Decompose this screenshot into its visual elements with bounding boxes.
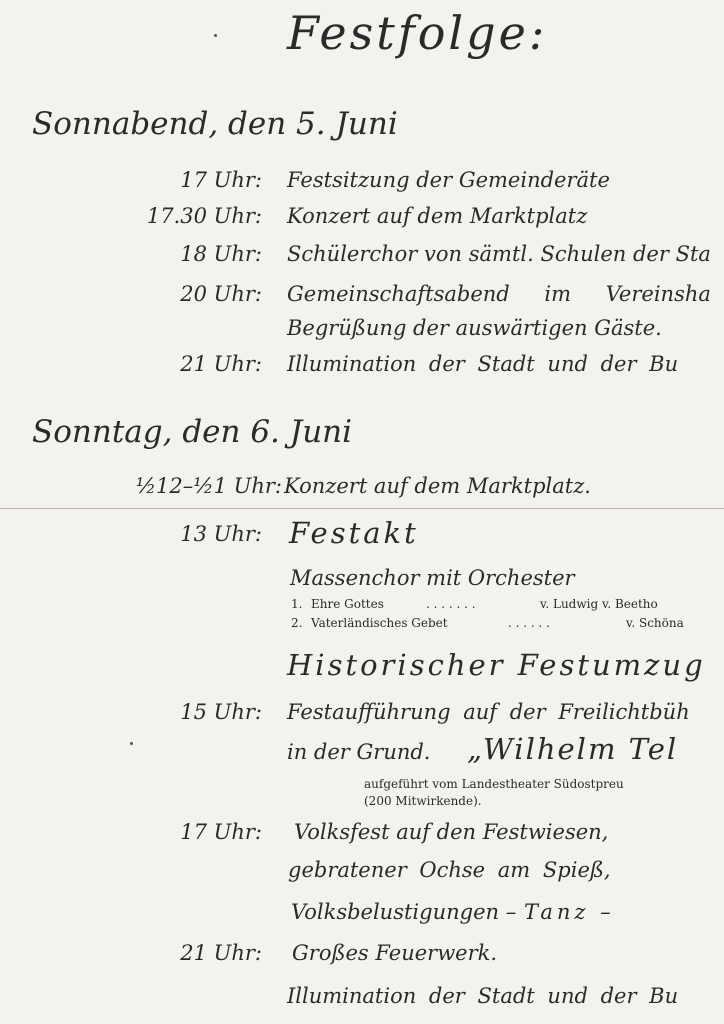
- event-time: 17.30 Uhr:: [146, 204, 262, 228]
- event-text: Schülerchor von sämtl. Schulen der Sta: [287, 242, 711, 266]
- event-heading-festakt: Festakt: [289, 516, 419, 550]
- event-text-continued: Begrüßung der auswärtigen Gäste.: [287, 316, 662, 340]
- event-text: Festsitzung der Gemeinderäte: [287, 168, 610, 192]
- page-title: Festfolge:: [287, 6, 548, 60]
- event-text-continued: gebratener Ochse am Spieß,: [288, 858, 611, 882]
- program-item-composer: v. Ludwig v. Beetho: [540, 597, 658, 611]
- event-time: 21 Uhr:: [180, 941, 262, 965]
- day-heading-saturday: Sonnabend, den 5. Juni: [32, 106, 398, 142]
- event-text-continued: Volksbelustigungen –: [291, 900, 517, 924]
- event-time: 17 Uhr:: [180, 168, 262, 192]
- program-item-title: Vaterländisches Gebet: [311, 616, 448, 630]
- program-item-dots: . . . . . . .: [426, 597, 476, 611]
- event-text: Festaufführung auf der Freilichtbüh: [287, 700, 690, 724]
- event-heading-festumzug: Historischer Festumzug: [287, 648, 706, 682]
- event-text: Volksfest auf den Festwiesen,: [294, 820, 609, 844]
- program-item-title: Ehre Gottes: [311, 597, 384, 611]
- event-text: Großes Feuerwerk.: [292, 941, 498, 965]
- event-text-continued: Illumination der Stadt und der Bu: [287, 984, 679, 1008]
- event-time: 13 Uhr:: [180, 522, 262, 546]
- program-item-number: 2.: [291, 616, 303, 630]
- event-text-continued: in der Grund.: [287, 740, 431, 764]
- event-note: (200 Mitwirkende).: [364, 794, 482, 808]
- event-text: Konzert auf dem Marktplatz.: [284, 474, 591, 498]
- event-time: 20 Uhr:: [180, 282, 262, 306]
- speck-dot: [130, 742, 133, 745]
- event-note: aufgeführt vom Landestheater Südostpreu: [364, 777, 624, 791]
- event-time: 21 Uhr:: [180, 352, 262, 376]
- event-time: 18 Uhr:: [180, 242, 262, 266]
- event-time: 15 Uhr:: [180, 700, 262, 724]
- program-item-composer: v. Schöna: [626, 616, 684, 630]
- event-text: Konzert auf dem Marktplatz: [287, 204, 588, 228]
- day-heading-sunday: Sonntag, den 6. Juni: [32, 414, 353, 450]
- event-time: 17 Uhr:: [180, 820, 262, 844]
- paper-fold-line: [0, 508, 724, 509]
- event-time: ½12–½1 Uhr:: [135, 474, 282, 498]
- program-item-number: 1.: [291, 597, 303, 611]
- speck-dot: [214, 34, 217, 37]
- event-text: Illumination der Stadt und der Bu: [287, 352, 679, 376]
- program-item-dots: . . . . . .: [508, 616, 550, 630]
- event-text: Gemeinschaftsabend im Vereinsha: [287, 282, 711, 306]
- event-play-title: „Wilhelm Tel: [467, 732, 679, 766]
- event-subheading: Massenchor mit Orchester: [290, 566, 575, 590]
- event-text-spaced: Tanz –: [524, 900, 615, 924]
